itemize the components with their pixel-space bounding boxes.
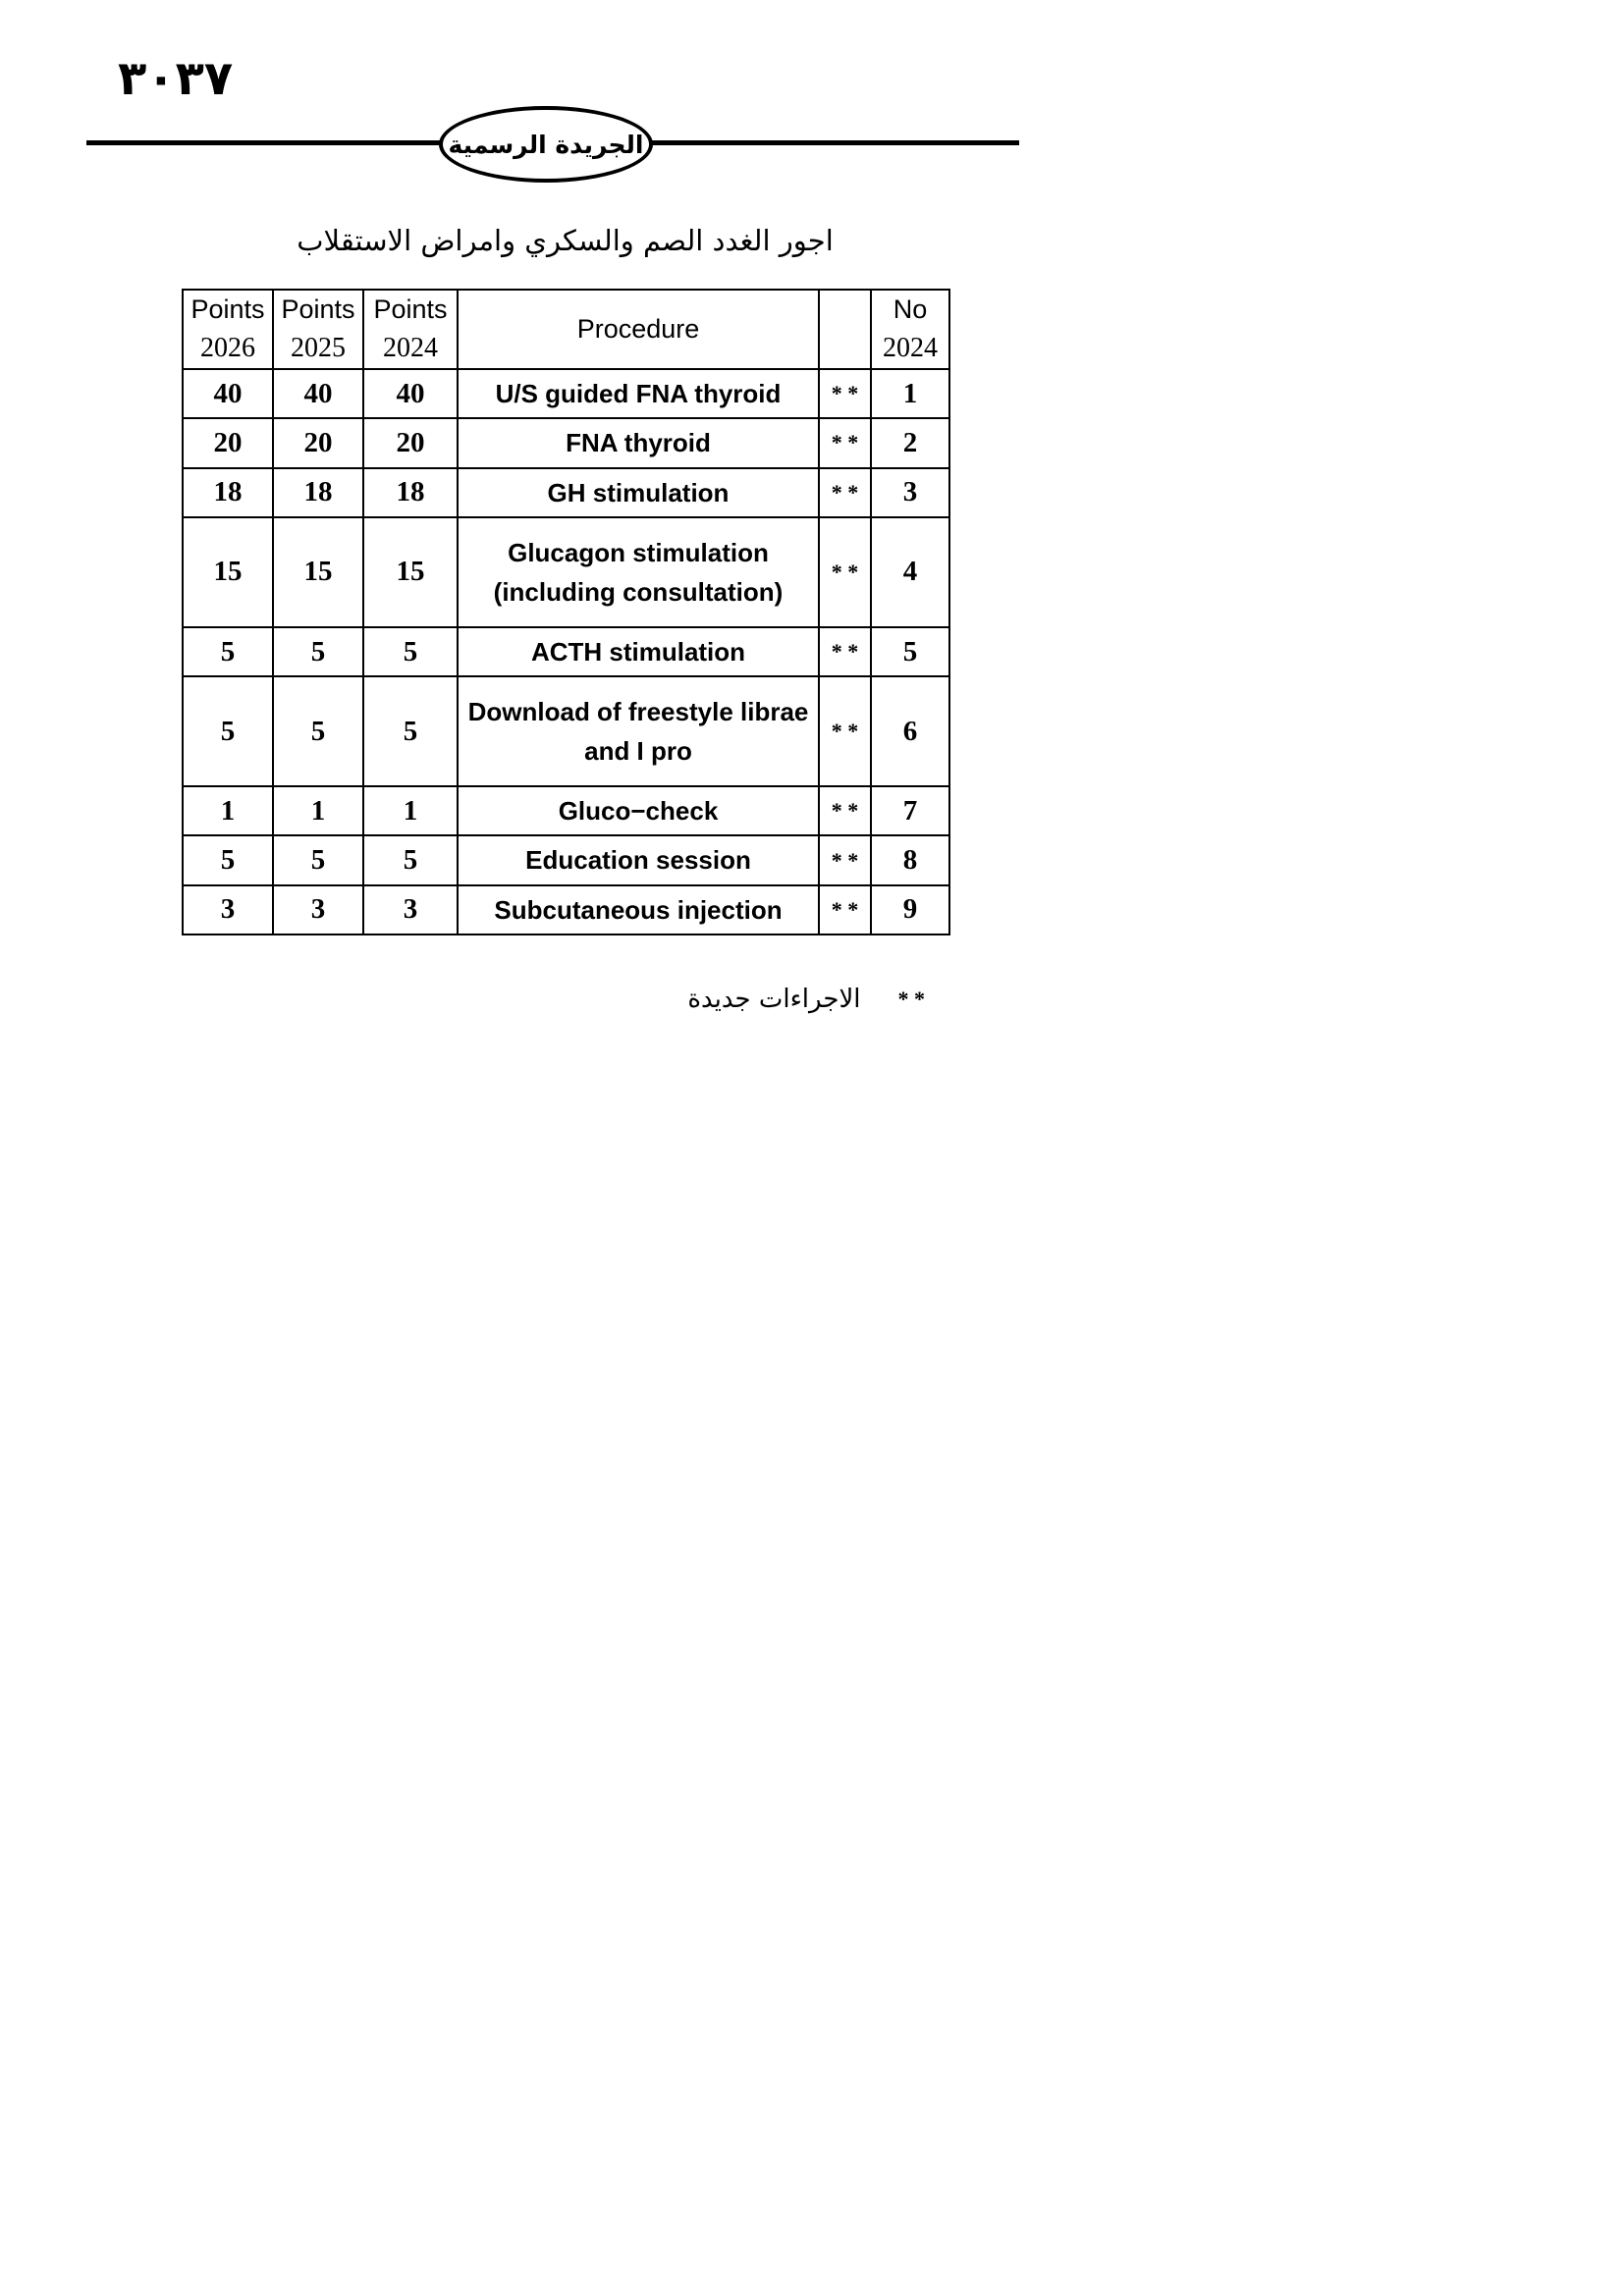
points-2025-cell: 5: [273, 835, 363, 884]
header-points-2024-label: Points: [373, 294, 448, 324]
procedure-cell: Education session: [458, 835, 819, 884]
points-2025-cell: 18: [273, 468, 363, 517]
row-number-cell: 6: [871, 676, 949, 786]
table-row: [183, 627, 949, 676]
header-no-year: 2024: [883, 333, 938, 363]
header-procedure: [458, 290, 819, 369]
new-procedure-marker: * *: [819, 786, 871, 835]
new-procedure-marker: * *: [819, 468, 871, 517]
header-no-label: No: [893, 294, 928, 324]
fees-table: [182, 289, 950, 935]
points-2024-cell: 15: [363, 517, 458, 627]
header-procedure-label: Procedure: [576, 314, 700, 344]
points-2026-cell: 15: [183, 517, 273, 627]
points-2026-cell: 20: [183, 418, 273, 467]
procedure-cell: Glucagon stimulation (including consultation): [458, 517, 819, 627]
new-procedure-marker: * *: [819, 885, 871, 934]
row-number-cell: 5: [871, 627, 949, 676]
points-2025-cell: 1: [273, 786, 363, 835]
procedure-cell: GH stimulation: [458, 468, 819, 517]
row-number-cell: 3: [871, 468, 949, 517]
table-row: [183, 468, 949, 517]
new-procedure-marker: * *: [819, 418, 871, 467]
points-2025-cell: 15: [273, 517, 363, 627]
row-number-cell: 2: [871, 418, 949, 467]
procedure-cell: ACTH stimulation: [458, 627, 819, 676]
page-number: ٣٠٣٧: [118, 51, 234, 106]
procedure-cell: Download of freestyle librae and I pro: [458, 676, 819, 786]
new-procedure-marker: * *: [819, 369, 871, 418]
points-2024-cell: 5: [363, 835, 458, 884]
row-number-cell: 9: [871, 885, 949, 934]
gazette-banner-ellipse: [439, 106, 653, 183]
table-row: [183, 369, 949, 418]
points-2025-cell: 5: [273, 676, 363, 786]
page-content: [182, 224, 948, 1014]
points-2024-cell: 40: [363, 369, 458, 418]
procedure-cell: Gluco−check: [458, 786, 819, 835]
header-points-2025-label: Points: [281, 294, 355, 324]
points-2024-cell: 5: [363, 676, 458, 786]
table-row: [183, 517, 949, 627]
page-title: اجور الغدد الصم والسكري وامراض الاستقلاب: [297, 224, 834, 257]
header-points-2024: [363, 290, 458, 369]
row-number-cell: 8: [871, 835, 949, 884]
table-row: [183, 676, 949, 786]
footnote: [182, 985, 948, 1014]
points-2024-cell: 3: [363, 885, 458, 934]
header-points-2026-label: Points: [190, 294, 265, 324]
header-points-2025: [273, 290, 363, 369]
footnote-text: الاجراءات جديدة: [687, 985, 861, 1015]
procedure-cell: FNA thyroid: [458, 418, 819, 467]
points-2026-cell: 5: [183, 676, 273, 786]
header-marker: [819, 290, 871, 369]
table-row: [183, 418, 949, 467]
new-procedure-marker: * *: [819, 627, 871, 676]
row-number-cell: 7: [871, 786, 949, 835]
header-points-2024-year: 2024: [383, 333, 438, 363]
table-row: [183, 885, 949, 934]
points-2024-cell: 1: [363, 786, 458, 835]
points-2026-cell: 40: [183, 369, 273, 418]
points-2024-cell: 5: [363, 627, 458, 676]
points-2026-cell: 5: [183, 627, 273, 676]
points-2026-cell: 1: [183, 786, 273, 835]
new-procedure-marker: * *: [819, 676, 871, 786]
points-2026-cell: 18: [183, 468, 273, 517]
header-no-2024: [871, 290, 949, 369]
procedure-cell: U/S guided FNA thyroid: [458, 369, 819, 418]
points-2025-cell: 20: [273, 418, 363, 467]
points-2025-cell: 40: [273, 369, 363, 418]
new-procedure-marker: * *: [819, 517, 871, 627]
new-procedure-marker: * *: [819, 835, 871, 884]
points-2025-cell: 5: [273, 627, 363, 676]
points-2024-cell: 18: [363, 468, 458, 517]
header-points-2026: [183, 290, 273, 369]
header-points-2025-year: 2025: [291, 333, 346, 363]
gazette-banner-label: الجريدة الرسمية: [448, 130, 644, 159]
table-row: [183, 835, 949, 884]
table-row: [183, 786, 949, 835]
row-number-cell: 1: [871, 369, 949, 418]
row-number-cell: 4: [871, 517, 949, 627]
points-2026-cell: 3: [183, 885, 273, 934]
points-2025-cell: 3: [273, 885, 363, 934]
footnote-marker: * *: [897, 987, 925, 1012]
points-2024-cell: 20: [363, 418, 458, 467]
points-2026-cell: 5: [183, 835, 273, 884]
header-points-2026-year: 2026: [200, 333, 255, 363]
table-header-row: [183, 290, 949, 369]
procedure-cell: Subcutaneous injection: [458, 885, 819, 934]
